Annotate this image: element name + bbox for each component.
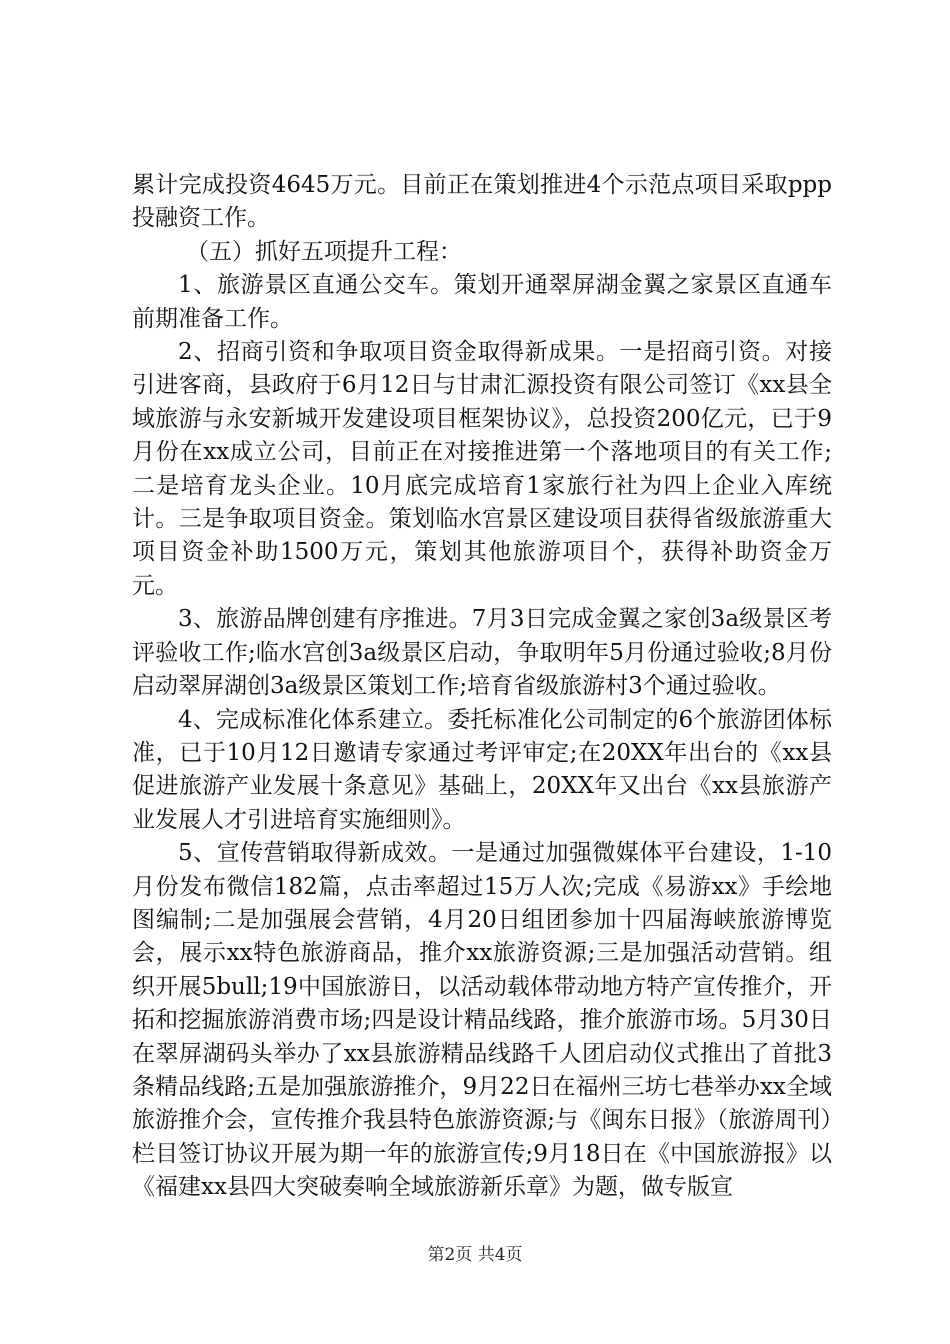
paragraph-item-4: 4、完成标准化体系建立。委托标准化公司制定的6个旅游团体标准，已于10月12日邀请专家通过考评审定;在20XX年出台的《xx县促进旅游产业发展十条意见》基础上，20XX年又出台《xx县旅游产业发展人才引进培育实施细则》。 bbox=[132, 706, 832, 833]
page-number-footer: 第2页 共4页 bbox=[427, 1245, 523, 1265]
paragraph-item-3: 3、旅游品牌创建有序推进。7月3日完成金翼之家创3a级景区考评验收工作;临水宫创3a级景区启动，争取明年5月份通过验收;8月份启动翠屏湖创3a级景区策划工作;培育省级旅游村3个通过验收。 bbox=[132, 606, 832, 700]
document-body bbox=[132, 169, 832, 1205]
paragraph-investment: 累计完成投资4645万元。目前正在策划推进4个示范点项目采取ppp投融资工作。 bbox=[132, 172, 832, 232]
paragraph-item-1: 1、旅游景区直通公交车。策划开通翠屏湖金翼之家景区直通车前期准备工作。 bbox=[132, 272, 832, 332]
section-heading-five: （五）抓好五项提升工程： bbox=[186, 238, 462, 265]
paragraph-item-2: 2、招商引资和争取项目资金取得新成果。一是招商引资。对接引进客商，县政府于6月12日与甘肃汇源投资有限公司签订《xx县全域旅游与永安新城开发建设项目框架协议》，总投资200亿元，已于9月份在xx成立公司，目前正在对接推进第一个落地项目的有关工作;二是培育龙头企业。10月底完成培育1家旅行社为四上企业入库统计。三是争取项目资金。策划临水宫景区建设项目获得省级旅游重大项目资金补助1500万元，策划其他旅游项目个，获得补助资金万元。 bbox=[132, 339, 832, 599]
paragraph-item-5: 5、宣传营销取得新成效。一是通过加强微媒体平台建设，1-10月份发布微信182篇，点击率超过15万人次;完成《易游xx》手绘地图编制;二是加强展会营销，4月20日组团参加十四届海峡旅游博览会，展示xx特色旅游商品，推介xx旅游资源;三是加强活动营销。组织开展5bull;19中国旅游日，以活动载体带动地方特产宣传推介，开拓和挖掘旅游消费市场;四是设计精品线路，推介旅游市场。5月30日在翠屏湖码头举办了xx县旅游精品线路千人团启动仪式推出了首批3条精品线路;五是加强旅游推介，9月22日在福州三坊七巷举办xx全域旅游推介会，宣传推介我县特色旅游资源;与《闽东日报》（旅游周刊）栏目签订协议开展为期一年的旅游宣传;9月18日在《中国旅游报》以《福建xx县四大突破奏响全域旅游新乐章》为题，做专版宣 bbox=[132, 840, 832, 1201]
